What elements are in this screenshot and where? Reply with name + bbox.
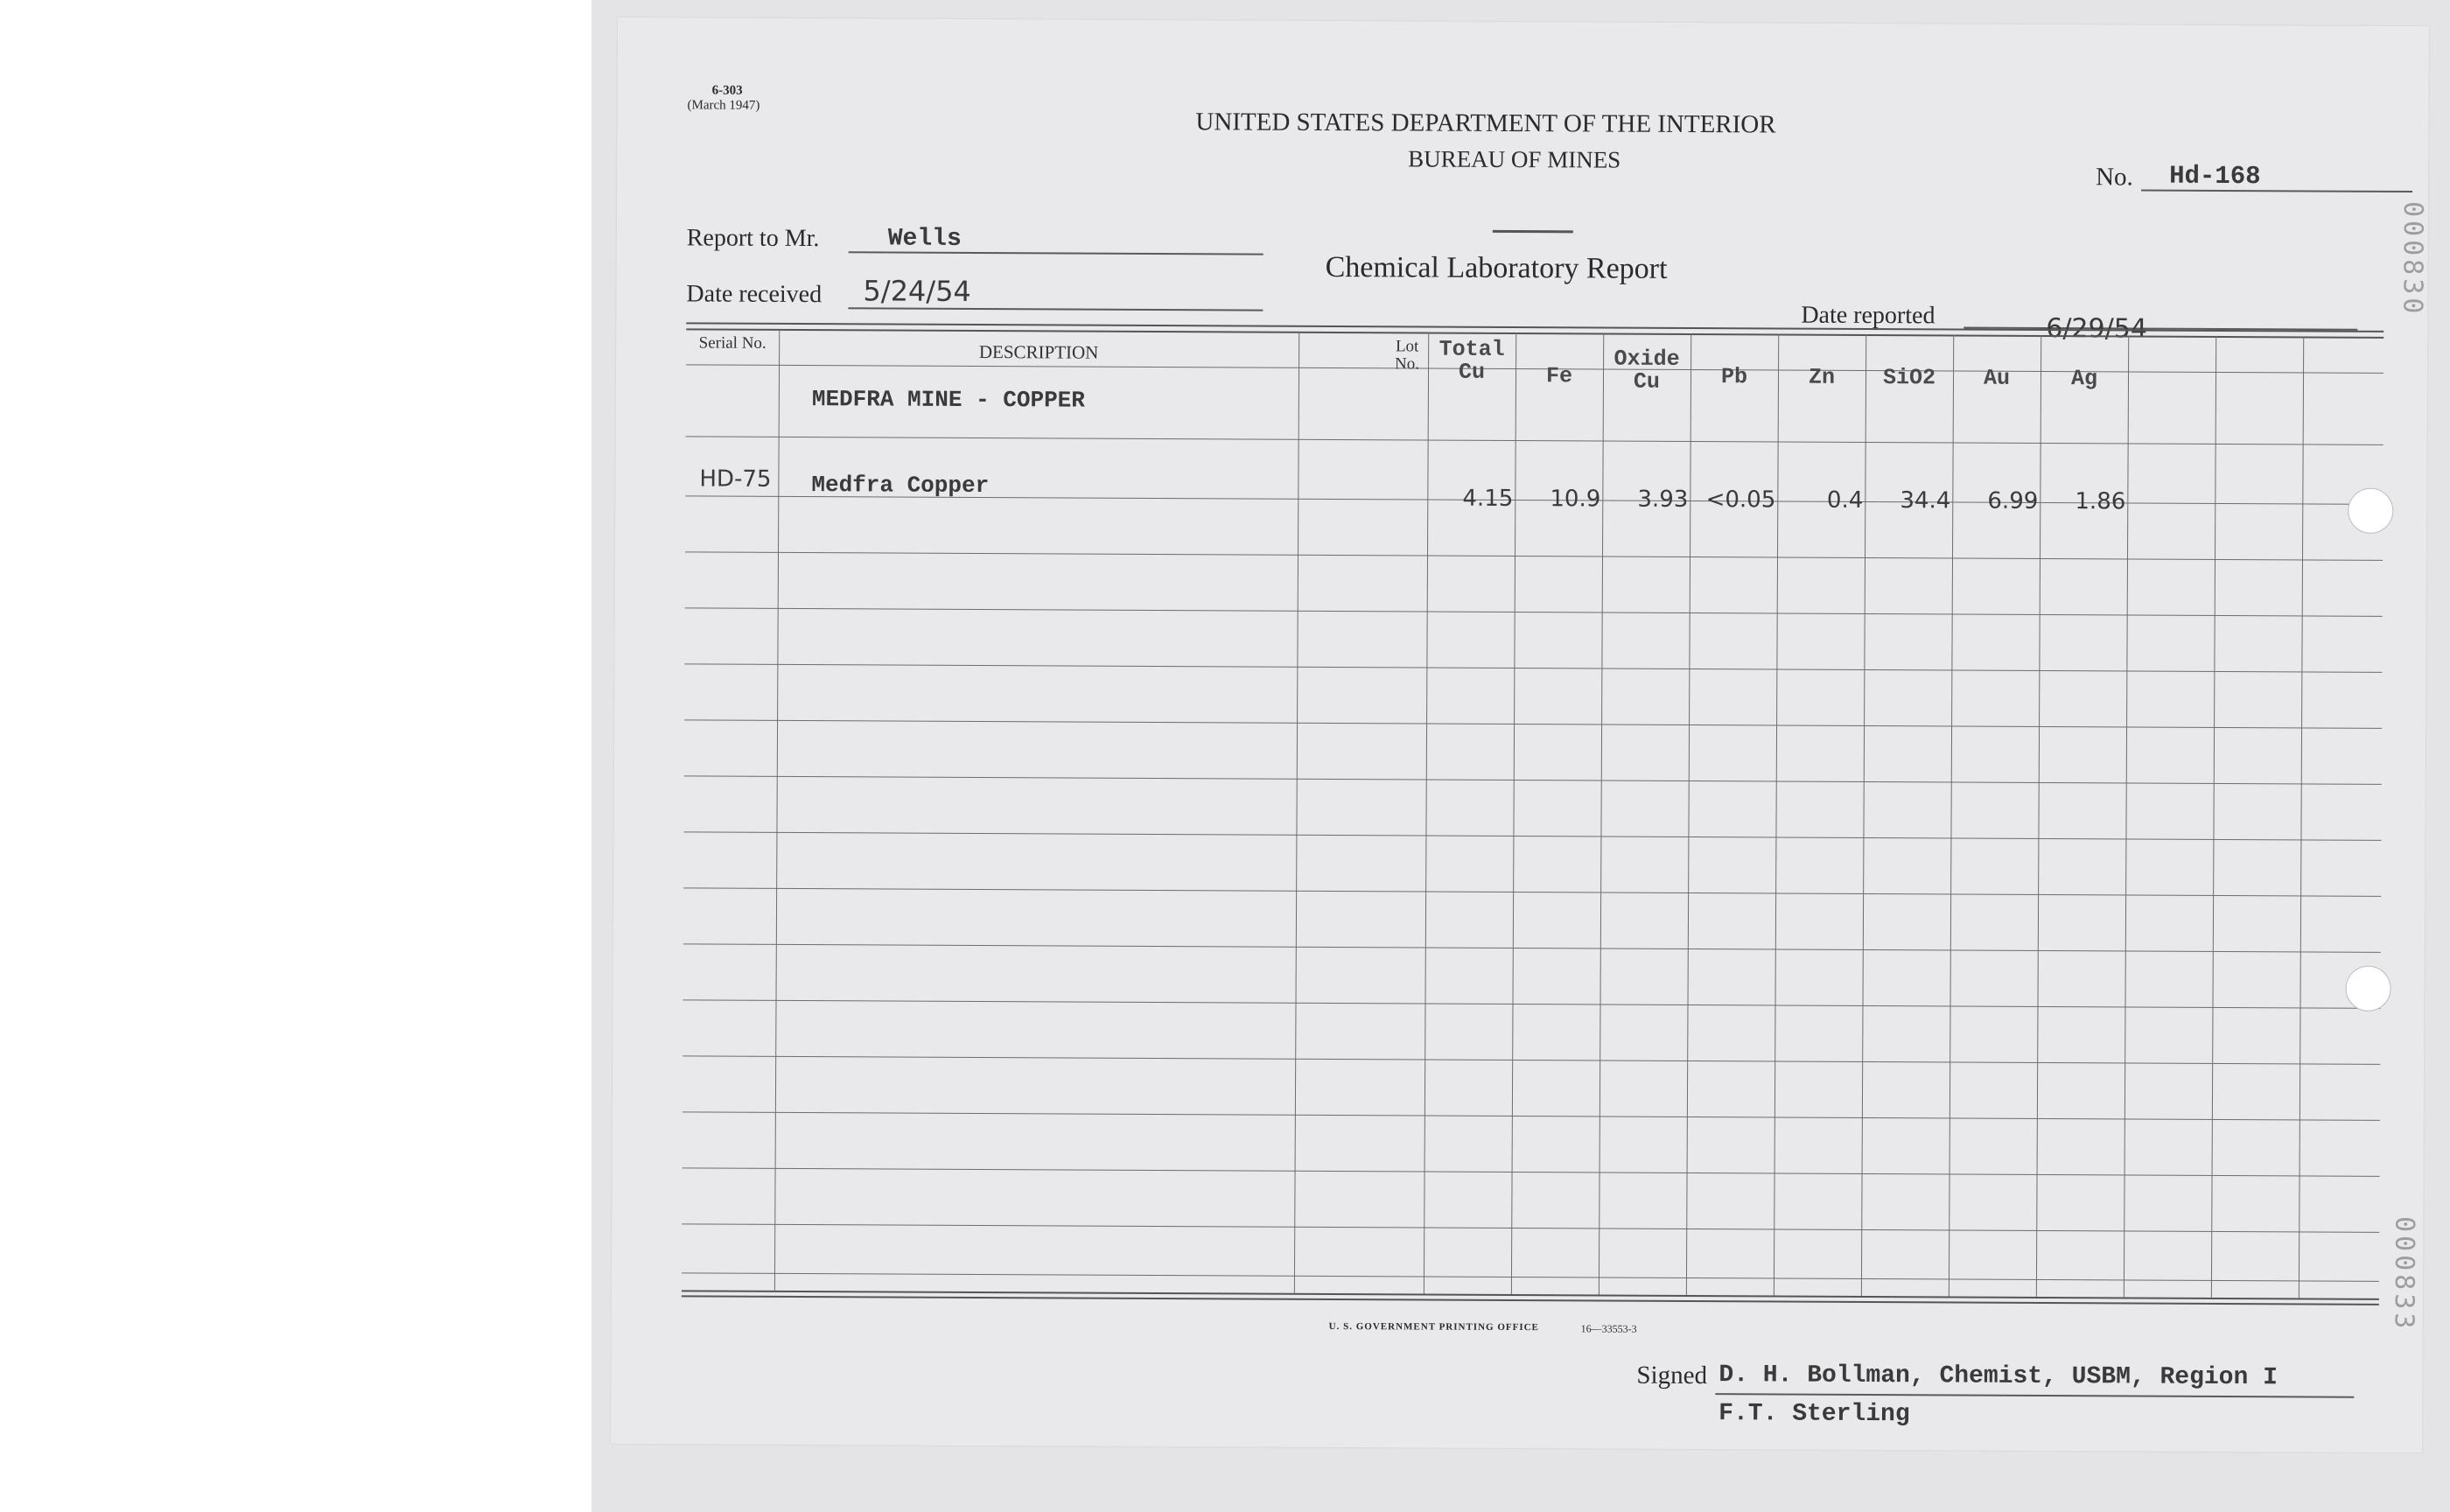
signature-line-2: F.T. Sterling	[1718, 1400, 1910, 1429]
report-title: Chemical Laboratory Report	[1325, 250, 1668, 285]
value-sio2: 34.4	[1900, 487, 1951, 514]
value-zn: 0.4	[1826, 486, 1864, 514]
report-to-value: Wells	[887, 225, 962, 253]
form-number: 6-303	[711, 83, 743, 98]
form-date: (March 1947)	[687, 98, 760, 113]
signed-label: Signed	[1636, 1361, 1708, 1390]
value-pb: <0.05	[1705, 486, 1776, 514]
value-ag: 1.86	[2075, 488, 2126, 515]
col-header-total-cu: Total Cu	[1438, 336, 1505, 385]
punch-hole-top	[2348, 488, 2393, 534]
value-oxide-cu: 3.93	[1637, 486, 1689, 513]
value-au: 6.99	[1987, 487, 2039, 514]
description-header: DESCRIPTION	[978, 341, 1099, 363]
date-reported-label: Date reported	[1801, 301, 1936, 330]
col-header-au: Au	[1983, 365, 2011, 391]
col-header-ag: Ag	[2070, 366, 2098, 392]
col-header-oxide-cu: Oxide Cu	[1614, 346, 1680, 395]
col-header-zn: Zn	[1808, 364, 1836, 390]
title-rule	[1493, 230, 1573, 233]
lab-report-form	[611, 18, 2429, 1452]
col-header-sio2: SiO2	[1882, 365, 1936, 391]
date-reported-value: 6/29/54	[2046, 312, 2148, 345]
no-label: No.	[2096, 163, 2133, 192]
page-stamp-bottom: 000833	[2388, 1215, 2420, 1333]
mine-heading: MEDFRA MINE - COPPER	[811, 386, 1086, 414]
lot-header: Lot No.	[1395, 337, 1420, 374]
value-total-cu: 4.15	[1462, 485, 1514, 513]
report-to-label: Report to Mr.	[686, 224, 820, 253]
printing-office: U. S. GOVERNMENT PRINTING OFFICE	[1328, 1320, 1539, 1334]
serial-header: Serial No.	[698, 333, 766, 353]
col-header-pb: Pb	[1720, 364, 1748, 390]
row-description: Medfra Copper	[811, 472, 990, 500]
row-serial: HD-75	[699, 466, 772, 493]
signature-line-1: D. H. Bollman, Chemist, USBM, Region I	[1718, 1362, 2278, 1392]
col-header-fe: Fe	[1545, 363, 1573, 389]
agency-title: UNITED STATES DEPARTMENT OF THE INTERIOR	[1195, 108, 1776, 139]
bureau-title: BUREAU OF MINES	[1408, 145, 1621, 173]
printing-code: 16—33553-3	[1580, 1322, 1637, 1335]
date-received-label: Date received	[686, 280, 822, 309]
report-number: Hd-168	[2169, 161, 2261, 192]
value-fe: 10.9	[1550, 486, 1601, 513]
punch-hole-bottom	[2345, 966, 2390, 1012]
date-received-value: 5/24/54	[863, 274, 971, 308]
page-stamp-top: 000830	[2397, 200, 2428, 318]
